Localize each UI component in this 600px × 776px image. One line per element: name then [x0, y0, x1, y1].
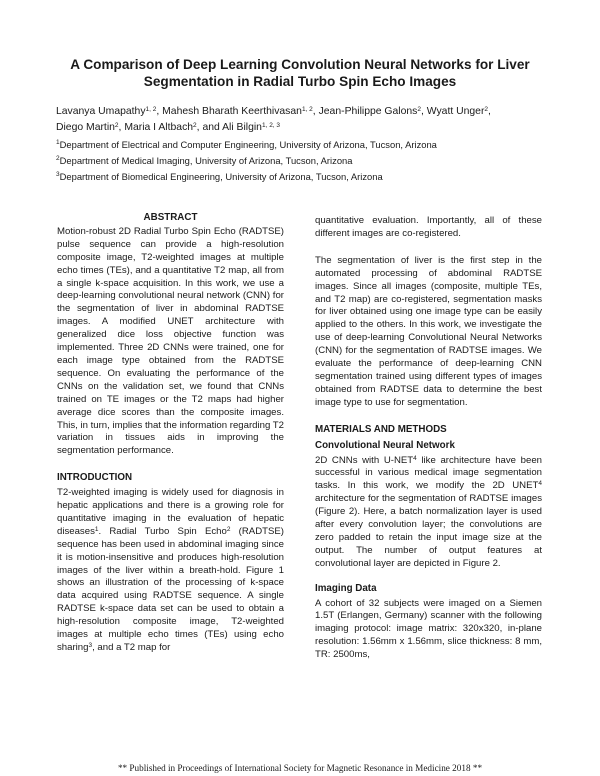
- publication-footer: ** Published in Proceedings of International Society for Magnetic Resonance in Medicine 2018 **: [117, 763, 483, 773]
- cnn-subheading: Convolutional Neural Network: [315, 439, 455, 451]
- author-list: [56, 104, 556, 136]
- introduction-paragraph-2: The segmentation of liver is the first step in the automated processing of abdominal RADTSE images. Since all images (composite, multiple TEs, and T2 map) are co-registered, segmentation masks for liver obtained using one image type can be easily applied to the others. In this work, we investigate the use of deep-learning Convolutional Neural Networks (CNN) for the segmentation of RADTSE images. We evaluate the performance of deep-learning CNN segmentation trained using different types of images obtained from RADTSE data to determine the best image type to use for segmentation.: [315, 254, 542, 408]
- affiliation-3: $^3$Department of Biomedical Engineering, University of Arizona, Tucson, Arizona: [56, 171, 383, 182]
- author-2: Mahesh Bharath Keerthivasan$^{1, 2}$,: [162, 106, 319, 117]
- affiliation-2: $^2$Department of Medical Imaging, University of Arizona, Tucson, Arizona: [56, 155, 353, 166]
- affiliation-list: [56, 137, 556, 185]
- imaging-data-subheading: Imaging Data: [315, 582, 377, 594]
- imaging-data-text: A cohort of 32 subjects were imaged on a Siemen 1.5T (Erlangen, Germany) scanner with the following imaging protocol: image matrix: 320x320, in-plane resolution: 1.56mm x 1.56mm, slice thickness: 8 mm, TR: 2500ms,: [315, 597, 542, 661]
- abstract-heading: ABSTRACT: [143, 212, 198, 223]
- title-line-2: Segmentation in Radial Turbo Spin Echo Images: [143, 74, 457, 89]
- author-7: Ali Bilgin$^{1, 2, 3}$: [222, 122, 281, 133]
- left-column: [57, 212, 284, 655]
- introduction-continued: quantitative evaluation. Importantly, all of these different images are co-registered.: [315, 215, 542, 239]
- right-column: [315, 215, 542, 662]
- methods-heading: MATERIALS AND METHODS: [315, 423, 447, 435]
- title-line-1: A Comparison of Deep Learning Convolution Neural Networks for Liver: [70, 57, 530, 72]
- affiliation-1: $^1$Department of Electrical and Computer Engineering, University of Arizona, Tucson, Arizona: [56, 139, 437, 150]
- paper-title: [40, 56, 560, 90]
- cnn-text: 2D CNNs with U-NET$^4$ like architecture have been successful in various medical image segmentation tasks. In this work, we modify the 2D UNET$^4$ architecture for the segmentation of RADTSE images (Figure 2). Here, a batch normalization layer is used after every convolution layer; the convolutions are zero padded to retain the input image size at the output. The number of output features at convolutional layer are depicted in Figure 2.: [315, 454, 542, 569]
- author-5: Diego Martin$^2$,: [56, 122, 125, 133]
- author-4: Wyatt Unger$^2$,: [426, 106, 491, 117]
- author-6: Maria I Altbach$^2$, and: [124, 122, 223, 133]
- introduction-text: T2-weighted imaging is widely used for diagnosis in hepatic applications and there is a growing role for quantitative imaging in the evaluation of hepatic diseases$^1$. Radial Turbo Spin Echo$^2$ (RADTSE) sequence has been used in abdominal imaging since it is motion-insensitive and produces high-resolution images of the liver within a breath-hold. Figure 1 shows an illustration of the processing of k-space data acquired using RADTSE sequence. A single RADTSE k-space data set can be used to obtain a high-resolution composite image, T2-weighted images at multiple echo times (TEs) using echo sharing$^3$, and a T2 map for: [57, 487, 284, 653]
- author-1: Lavanya Umapathy$^{1, 2}$,: [56, 106, 163, 117]
- introduction-heading: INTRODUCTION: [57, 472, 133, 484]
- abstract-text: Motion-robust 2D Radial Turbo Spin Echo (RADTSE) pulse sequence can provide a high-resolution composite image, T2-weighted images at multiple echo times (TEs), and a quantitative T2 map, all from a single k-space acquisition. In this work, we use a deep-learning convolutional neural network (CNN) for the segmentation of liver in abdominal RADTSE images. A modified UNET architecture with generalized dice loss objective function was implemented. Three 2D CNNs were trained, one for each image type obtained from the RADTSE sequence. On evaluating the performance of the CNNs on the validation set, we found that CNNs trained on TE images or the T2 maps had higher average dice scores than the composite images. This, in turn, implies that the information regarding T2 variation in tissues aids in improving the segmentation performance.: [57, 225, 284, 457]
- author-3: Jean-Philippe Galons$^2$,: [318, 106, 427, 117]
